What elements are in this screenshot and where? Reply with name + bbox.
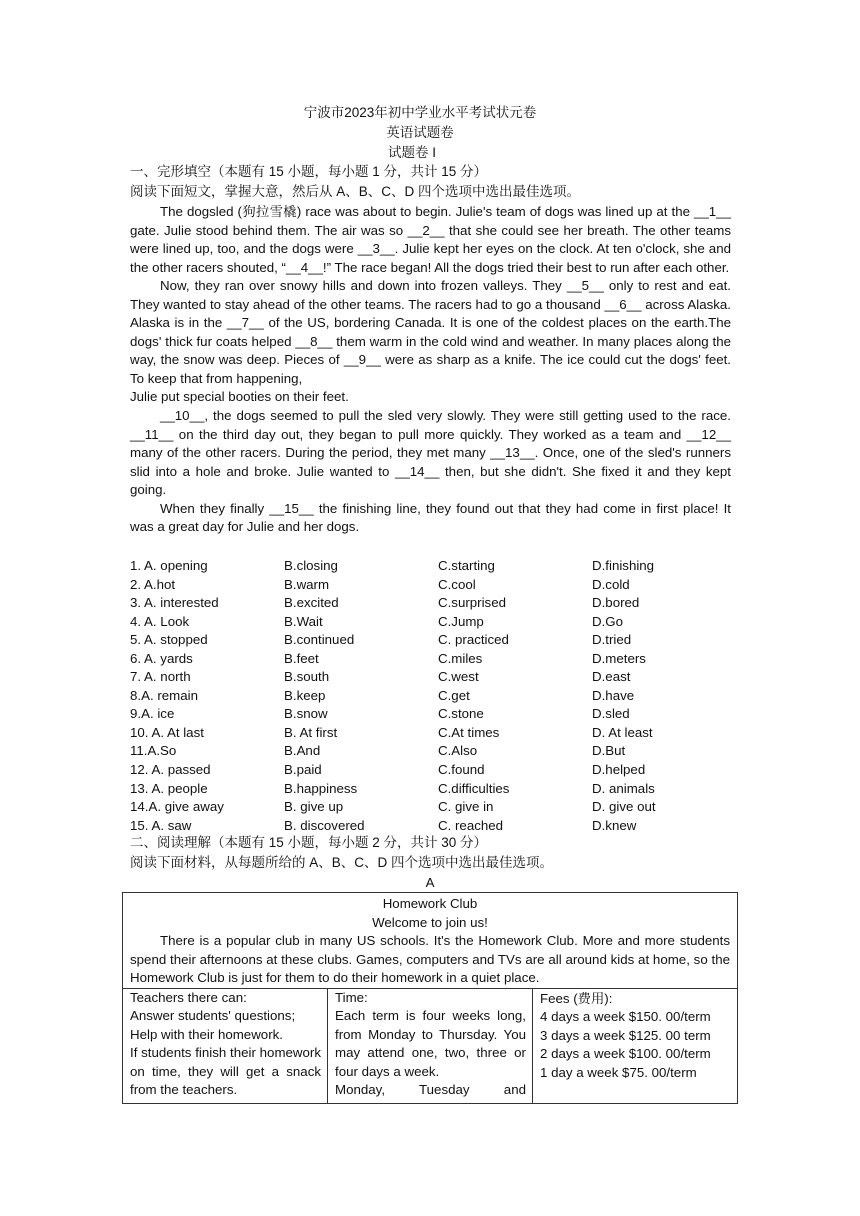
option-choice: B.snow (284, 706, 328, 722)
cloze-options (130, 557, 740, 835)
option-choice: 8.A. remain (130, 687, 198, 703)
option-choice: 10. A. At last (130, 724, 204, 740)
section2-heading: 二、阅读理解（本题有 15 小题，每小题 2 分，共计 30 分） (130, 835, 488, 850)
option-row (130, 668, 740, 687)
passage-letter: A (425, 875, 435, 890)
club-title: Homework Club (382, 896, 478, 911)
option-choice: C.At times (438, 724, 500, 740)
club-subtitle: Welcome to join us! (372, 914, 488, 930)
teachers-heading: Teachers there can: (130, 989, 247, 1005)
option-choice: 7. A. north (130, 669, 191, 685)
option-choice: B.paid (284, 762, 322, 778)
option-choice: B.south (284, 669, 330, 685)
club-intro: There is a popular club in many US schools. It's the Homework Club. More and more students spend their afternoons at these clubs. Games, computers and TVs are all around kids at home, so the Homework Club is just for them to do their homework in a quiet place. (130, 933, 730, 986)
exam-volume: 试题卷 I (387, 145, 436, 160)
option-choice: 2. A.hot (130, 576, 176, 592)
option-choice: D.helped (592, 762, 646, 778)
homework-club-table (122, 892, 738, 1104)
passage-paragraph: Julie put special booties on their feet. (130, 389, 349, 405)
passage-paragraph: Now, they ran over snowy hills and down into frozen valleys. They __5__ only to rest and eat. They wanted to stay ahead of the other teams. The racers had to go a thousand __6__ across Alaska. Alaska is in the __7__ of the US, bordering Canada. It is one of the coldest places on the earth.The dogs' thick fur coats helped __8__ them warm in the cold wind and weather. In many places along the way, the snow was deep. Pieces of __9__ were as sharp as a knife. The ice could cut the dogs' feet. To keep that from happening, (130, 278, 731, 386)
option-choice: 15. A. saw (130, 817, 192, 833)
option-choice: D.finishing (592, 558, 655, 573)
option-choice: D.east (592, 669, 631, 685)
option-choice: C.difficulties (438, 780, 510, 796)
option-choice: 11.A.So (130, 743, 177, 759)
option-choice: C. give in (438, 799, 494, 815)
time-cell (328, 989, 533, 1103)
option-choice: D.cold (592, 576, 630, 592)
option-row (130, 557, 740, 576)
option-choice: B.happiness (284, 780, 358, 796)
option-choice: C.stone (438, 706, 484, 722)
option-choice: B.continued (284, 632, 355, 648)
option-choice: B.And (284, 743, 321, 759)
option-choice: C.found (438, 762, 485, 778)
option-choice: B.Wait (284, 613, 323, 629)
section1-heading: 一、完形填空（本题有 15 小题，每小题 1 分，共计 15 分） (130, 164, 488, 179)
option-row (130, 780, 740, 799)
option-choice: 5. A. stopped (130, 632, 208, 648)
fees-line: 3 days a week $125. 00 term (540, 1027, 711, 1043)
option-row (130, 724, 740, 743)
option-choice: C.get (438, 687, 470, 703)
option-choice: 9.A. ice (130, 706, 175, 722)
club-header-cell (123, 893, 737, 989)
fees-line: 2 days a week $100. 00/term (540, 1046, 711, 1062)
option-row (130, 761, 740, 780)
option-choice: C.miles (438, 650, 483, 666)
option-choice: C.surprised (438, 595, 506, 611)
passage-paragraph: __10__, the dogs seemed to pull the sled very slowly. They were still getting used to the race. __11__ on the third day out, they began to pull more quickly. They worked as a team and __12__ many of the other racers. During the period, they met many __13__. Once, one of the sled's runners slid into a hole and broke. Julie wanted to __14__ then, but she didn't. She fixed it and they kept going. (130, 408, 731, 498)
teachers-cell (123, 989, 328, 1103)
fees-cell (533, 989, 737, 1103)
time-heading: Time: (335, 989, 368, 1005)
option-choice: B.closing (284, 558, 338, 573)
option-row (130, 687, 740, 706)
option-choice: D. animals (592, 780, 655, 796)
exam-subject: 英语试题卷 (386, 125, 454, 140)
option-choice: D. At least (592, 724, 653, 740)
passage-paragraph: The dogsled (狗拉雪橇) race was about to begin. Julie's team of dogs was lined up at the __1__ gate. Julie stood behind them. The air was so __2__ that she could see her breath. The other teams were lined up, too, and the dogs were __3__. Julie kept her eyes on the clock. At ten o'clock, she and the other racers shouted, “__4__!” The race began! All the dogs tried their best to run after each other. (130, 204, 731, 275)
fees-line: 4 days a week $150. 00/term (540, 1009, 711, 1025)
option-choice: D.tried (592, 632, 632, 648)
option-choice: D. give out (592, 799, 656, 815)
option-choice: 6. A. yards (130, 650, 193, 666)
option-choice: D.knew (592, 817, 637, 833)
option-row (130, 705, 740, 724)
option-choice: C.starting (438, 558, 495, 573)
option-row (130, 576, 740, 595)
option-choice: C.Also (438, 743, 478, 759)
option-choice: 13. A. people (130, 780, 208, 796)
option-choice: B.excited (284, 595, 339, 611)
option-row (130, 798, 740, 817)
fees-heading: Fees (费用): (540, 990, 613, 1006)
option-choice: C.cool (438, 576, 476, 592)
teachers-line: If students finish their homework on time, they will get a snack from the teachers. (130, 1045, 321, 1098)
option-choice: 14.A. give away (130, 799, 224, 815)
option-choice: B.warm (284, 576, 330, 592)
option-choice: D.meters (592, 650, 646, 666)
option-choice: C.Jump (438, 613, 484, 629)
option-row (130, 613, 740, 632)
option-choice: D.have (592, 687, 635, 703)
option-choice: D.sled (592, 706, 630, 722)
option-choice: 12. A. passed (130, 762, 211, 778)
option-choice: C. practiced (438, 632, 509, 648)
passage-paragraph: When they finally __15__ the finishing line, they found out that they had come in first place! It was a great day for Julie and her dogs. (130, 500, 731, 535)
option-row (130, 650, 740, 669)
fees-line: 1 day a week $75. 00/term (540, 1064, 697, 1080)
option-choice: D.But (592, 743, 626, 759)
cloze-passage (130, 203, 731, 537)
exam-title: 宁波市2023年初中学业水平考试状元卷 (303, 105, 537, 120)
time-text: Each term is four weeks long, from Monday to Thursday. You may attend one, two, three or four days a week. (335, 1008, 526, 1079)
time-tail: Monday, Tuesday and (335, 1082, 526, 1098)
option-choice: 4. A. Look (130, 613, 190, 629)
option-choice: B. give up (284, 799, 344, 815)
option-row (130, 594, 740, 613)
option-choice: C. reached (438, 817, 504, 833)
option-choice: B.keep (284, 687, 326, 703)
option-choice: B. At first (284, 724, 338, 740)
teachers-line: Help with their homework. (130, 1026, 283, 1042)
option-choice: 3. A. interested (130, 595, 219, 611)
option-row (130, 817, 740, 836)
option-choice: B.feet (284, 650, 319, 666)
teachers-line: Answer students' questions; (130, 1008, 296, 1024)
section2-instruction: 阅读下面材料，从每题所给的 A、B、C、D 四个选项中选出最佳选项。 (130, 855, 554, 870)
option-row (130, 631, 740, 650)
option-choice: C.west (438, 669, 479, 685)
section1-instruction: 阅读下面短文，掌握大意，然后从 A、B、C、D 四个选项中选出最佳选项。 (130, 184, 581, 199)
option-choice: 1. A. opening (130, 558, 208, 573)
option-choice: B. discovered (284, 817, 365, 833)
option-choice: D.Go (592, 613, 624, 629)
option-row (130, 742, 740, 761)
option-choice: D.bored (592, 595, 640, 611)
